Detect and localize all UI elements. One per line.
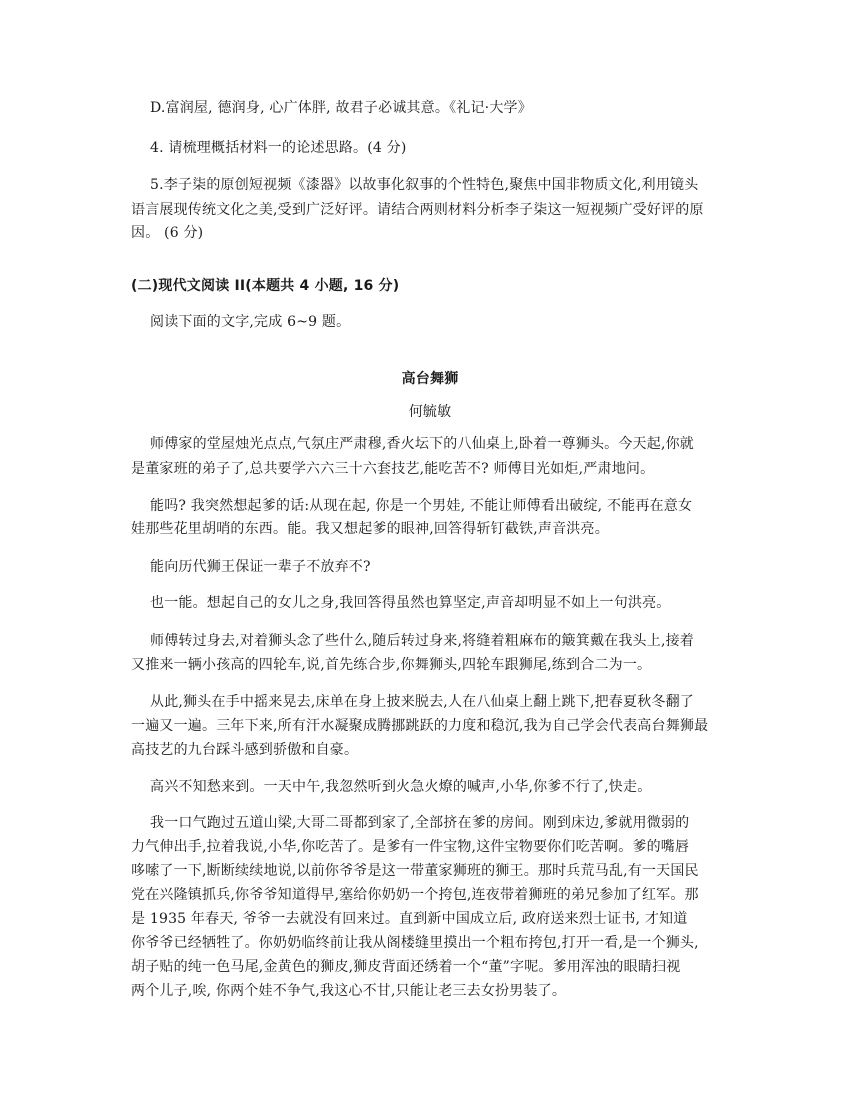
paragraph-8-line-3: 哆嗦了一下,断断续续地说,以前你爷爷是这一带董家狮班的狮王。那时兵荒马乱,有一天国民 (131, 863, 699, 879)
paragraph-8-line-8: 两个儿子,唉, 你两个娃不争气,我这心不甘,只能让老三去女扮男装了。 (131, 983, 567, 999)
paragraph-8-line-2: 力气伸出手,拉着我说,小华,你吃苦了。是爹有一件宝物,这件宝物要你们吃苦啊。爹的嘴唇 (131, 839, 690, 855)
question-5-line-2: 语言展现传统文化之美,受到广泛好评。请结合两则材料分析李子柒这一短视频广受好评的原 (131, 202, 704, 218)
paragraph-5-line-1: 师傅转过身去,对着狮头念了些什么,随后转过身来,将缝着粗麻布的簸箕戴在我头上,接着 (150, 633, 694, 649)
reading-instruction: 阅读下面的文字,完成 6~9 题。 (150, 314, 351, 330)
paragraph-8-line-7: 胡子贴的纯一色马尾,金黄色的狮皮,狮皮背面还绣着一个“董”字呢。爹用浑浊的眼睛扫视 (131, 959, 681, 975)
paragraph-6-line-3: 高技艺的九台踩斗感到骄傲和自豪。 (131, 742, 359, 758)
article-author: 何毓敏 (408, 404, 452, 420)
section-heading: (二)现代文阅读 II(本题共 4 小题, 16 分) (131, 278, 400, 294)
question-5-line-3: 因。 (6 分) (131, 225, 204, 241)
question-option-d: D.富润屋, 德润身, 心广体胖, 故君子必诚其意。《礼记·大学》 (150, 100, 532, 116)
paragraph-8-line-1: 我一口气跑过五道山梁,大哥二哥都到家了,全部挤在爹的房间。刚到床边,爹就用微弱的 (150, 815, 690, 831)
question-5-line-1: 5.李子柒的原创短视频《漆器》以故事化叙事的个性特色,聚焦中国非物质文化,利用镜头 (150, 177, 699, 193)
paragraph-6-line-1: 从此,狮头在手中摇来晃去,床单在身上披来脱去,人在八仙桌上翻上跳下,把春夏秋冬翻了 (150, 694, 694, 710)
paragraph-7-line-1: 高兴不知愁来到。一天中午,我忽然听到火急火燎的喊声,小华,你爹不行了,快走。 (150, 779, 652, 795)
paragraph-4-line-1: 也一能。想起自己的女儿之身,我回答得虽然也算坚定,声音却明显不如上一句洪亮。 (150, 595, 671, 611)
paragraph-8-line-6: 你爷爷已经牺牲了。你奶奶临终前让我从阁楼缝里摸出一个粗布挎包,打开一看,是一个狮头, (131, 935, 699, 951)
paragraph-5-line-2: 又推来一辆小孩高的四轮车,说,首先练合步,你舞狮头,四轮车跟狮尾,练到合二为一。 (131, 657, 652, 673)
paragraph-1-line-2: 是董家班的弟子了,总共要学六六三十六套技艺,能吃苦不? 师傅目光如炬,严肃地问。 (131, 461, 655, 477)
paragraph-8-line-5: 是 1935 年春天, 爷爷一去就没有回来过。直到新中国成立后, 政府送来烈士证书, 才知道 (131, 911, 688, 927)
paragraph-1-line-1: 师傅家的堂屋烛光点点,气氛庄严肃穆,香火坛下的八仙桌上,卧着一尊狮头。今天起,你就 (150, 436, 694, 452)
paragraph-8-line-4: 党在兴隆镇抓兵,你爷爷知道得早,塞给你奶奶一个挎包,连夜带着狮班的弟兄参加了红军。那 (131, 887, 699, 903)
paragraph-3-line-1: 能向历代狮王保证一辈子不放弃不? (150, 559, 371, 575)
paragraph-6-line-2: 一遍又一遍。三年下来,所有汗水凝聚成腾挪跳跃的力度和稳沉,我为自己学会代表高台舞狮最 (131, 718, 709, 734)
paragraph-2-line-2: 娃那些花里胡哨的东西。能。我又想起爹的眼神,回答得斩钉截铁,声音洪亮。 (131, 521, 609, 537)
question-4: 4. 请梳理概括材料一的论述思路。(4 分) (150, 140, 407, 156)
paragraph-2-line-1: 能吗? 我突然想起爹的话:从现在起, 你是一个男娃, 不能让师傅看出破绽, 不能再在意女 (150, 498, 693, 514)
article-title: 高台舞狮 (401, 371, 459, 387)
